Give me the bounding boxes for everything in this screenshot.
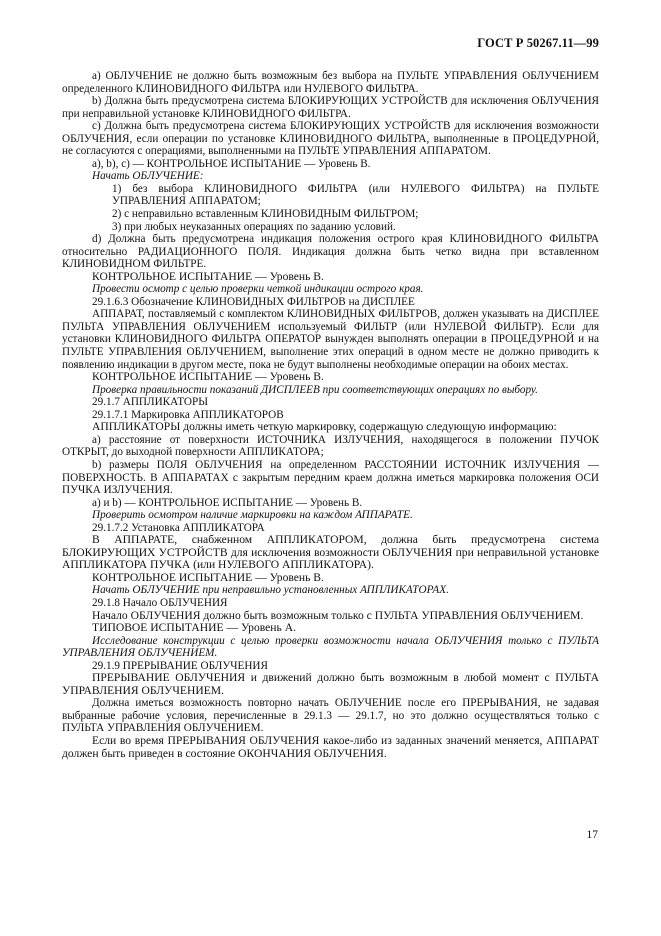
section-heading: 29.1.7.2 Установка АППЛИКАТОРА [92, 521, 265, 534]
test-heading: а), b), с) — КОНТРОЛЬНОЕ ИСПЫТАНИЕ — Уровень В. [92, 157, 371, 170]
section-heading: 29.1.7 АППЛИКАТОРЫ [92, 396, 208, 409]
paragraph-c: с) Должна быть предусмотрена система БЛОКИРУЮЩИХ УСТРОЙСТВ для исключения возможности ОБЛУЧЕНИЯ, если операции по установке КЛИНОВИДНОГО ФИЛЬТРА, выполненные в ПРОЦЕДУРНОЙ, не согласуются с операциями, выполненными на ПУЛЬТЕ УПРАВЛЕНИЯ АППАРАТОМ. [62, 120, 599, 158]
document-code: ГОСТ Р 50267.11—99 [477, 36, 599, 50]
page-number: 17 [586, 829, 598, 841]
test-instruction: Проверка правильности показаний ДИСПЛЕЕВ при соответствующих операциях по выбору. [92, 383, 538, 396]
test-heading: КОНТРОЛЬНОЕ ИСПЫТАНИЕ — Уровень В. [92, 570, 324, 584]
paragraph: Начало ОБЛУЧЕНИЯ должно быть возможным только с ПУЛЬТА УПРАВЛЕНИЯ ОБЛУЧЕНИЕМ. [92, 608, 584, 622]
test-heading: а) и b) — КОНТРОЛЬНОЕ ИСПЫТАНИЕ — Уровень В. [92, 496, 363, 509]
paragraph: Если во время ПРЕРЫВАНИЯ ОБЛУЧЕНИЯ какое-либо из заданных значений меняется, АППАРАТ должен быть приведен в состояние ОКОНЧАНИЯ ОБЛУЧЕНИЯ. [62, 733, 599, 760]
test-heading: КОНТРОЛЬНОЕ ИСПЫТАНИЕ — Уровень В. [92, 370, 324, 384]
list-item-2: 2) с неправильно вставленным КЛИНОВИДНЫМ ФИЛЬТРОМ; [112, 208, 419, 221]
test-instruction: Проверить осмотром наличие маркировки на каждом АППАРАТЕ. [92, 509, 413, 522]
test-instruction: Провести осмотр с целью проверки четкой индикации острого края. [92, 283, 424, 296]
test-instruction: Исследование конструкции с целью проверки возможности начала ОБЛУЧЕНИЯ только с ПУЛЬТА УПРАВЛЕНИЯ ОБЛУЧЕНИЕМ. [62, 634, 599, 660]
paragraph: В АППАРАТЕ, снабженном АППЛИКАТОРОМ, должна быть предусмотрена система БЛОКИРУЮЩИХ УСТРОЙСТВ для исключения возможности ОБЛУЧЕНИЯ при неправильной установке АППЛИКАТОРА ПУЧКА (или НУЛЕВОГО АППЛИКАТОРА). [62, 533, 599, 572]
test-instruction: Начать ОБЛУЧЕНИЕ: [92, 170, 204, 183]
paragraph-d: d) Должна быть предусмотрена индикация положения острого края КЛИНОВИДНОГО ФИЛЬТРА относительно РАДИАЦИОННОГО ПОЛЯ. Индикация должна быть четко видна при вставленном КЛИНОВИДНОМ ФИЛЬТРЕ. [62, 233, 599, 271]
paragraph: АППАРАТ, поставляемый с комплектом КЛИНОВИДНЫХ ФИЛЬТРОВ, должен указывать на ДИСПЛЕЕ ПУЛЬТА УПРАВЛЕНИЯ ОБЛУЧЕНИЕМ используемый ФИЛЬТР (или НУЛЕВОЙ ФИЛЬТР). Если для установки КЛИНОВИДНОГО ФИЛЬТРА ОПЕРАТОР вынужден выполнять операции в ПРОЦЕДУРНОЙ и на ПУЛЬТЕ УПРАВЛЕНИЯ ОБЛУЧЕНИЕМ, выполнение этих операций в одном месте не должно приводить к появлению индикации в другом месте, пока не будут выполнены необходимые операции на обоих местах. [62, 308, 599, 371]
test-heading: ТИПОВОЕ ИСПЫТАНИЕ — Уровень А. [92, 621, 296, 635]
test-instruction: Начать ОБЛУЧЕНИЕ при неправильно установленных АППЛИКАТОРАХ. [92, 584, 449, 597]
paragraph-b: b) размеры ПОЛЯ ОБЛУЧЕНИЯ на определенном РАССТОЯНИИ ИСТОЧНИК ИЗЛУЧЕНИЯ — ПОВЕРХНОСТЬ. В АППАРАТАХ с закрытым передним краем должна иметься маркировка положения ОСИ ПУЧКА ИЗЛУЧЕНИЯ. [62, 458, 599, 497]
paragraph-a: а) расстояние от поверхности ИСТОЧНИКА ИЗЛУЧЕНИЯ, находящегося в положении ПУЧОК ОТКРЫТ, до выходной поверхности АППЛИКАТОРА; [62, 433, 599, 459]
paragraph-b: b) Должна быть предусмотрена система БЛОКИРУЮЩИХ УСТРОЙСТВ для исключения ОБЛУЧЕНИЯ при неправильной установке КЛИНОВИДНОГО ФИЛЬТРА. [62, 95, 599, 120]
paragraph-a: а) ОБЛУЧЕНИЕ не должно быть возможным без выбора на ПУЛЬТЕ УПРАВЛЕНИЯ ОБЛУЧЕНИЕМ определенного КЛИНОВИДНОГО ФИЛЬТРА или НУЛЕВОГО ФИЛЬТРА. [62, 70, 599, 95]
page-body [62, 70, 599, 760]
paragraph: ПРЕРЫВАНИЕ ОБЛУЧЕНИЯ и движений должно быть возможным в любой момент с ПУЛЬТА УПРАВЛЕНИЯ ОБЛУЧЕНИЕМ. [62, 671, 599, 697]
section-heading: 29.1.9 ПРЕРЫВАНИЕ ОБЛУЧЕНИЯ [92, 659, 268, 672]
list-item-1: 1) без выбора КЛИНОВИДНОГО ФИЛЬТРА (или НУЛЕВОГО ФИЛЬТРА) на ПУЛЬТЕ УПРАВЛЕНИЯ АППАРАТОМ; [112, 182, 599, 208]
section-heading: 29.1.7.1 Маркировка АППЛИКАТОРОВ [92, 408, 284, 421]
section-heading: 29.1.8 Начало ОБЛУЧЕНИЯ [92, 596, 228, 609]
list-item-3: 3) при любых неуказанных операциях по заданию условий. [112, 220, 396, 233]
paragraph: АППЛИКАТОРЫ должны иметь четкую маркировку, содержащую следующую информацию: [92, 420, 557, 434]
test-heading: КОНТРОЛЬНОЕ ИСПЫТАНИЕ — Уровень В. [92, 269, 324, 283]
paragraph: Должна иметься возможность повторно начать ОБЛУЧЕНИЕ после его ПРЕРЫВАНИЯ, не задавая выбранные рабочие условия, перечисленные в 29.1.3 — 29.1.7, но это должно осуществляться только с ПУЛЬТА УПРАВЛЕНИЯ ОБЛУЧЕНИЕМ. [62, 697, 599, 735]
section-heading: 29.1.6.3 Обозначение КЛИНОВИДНЫХ ФИЛЬТРОВ на ДИСПЛЕЕ [92, 295, 415, 308]
